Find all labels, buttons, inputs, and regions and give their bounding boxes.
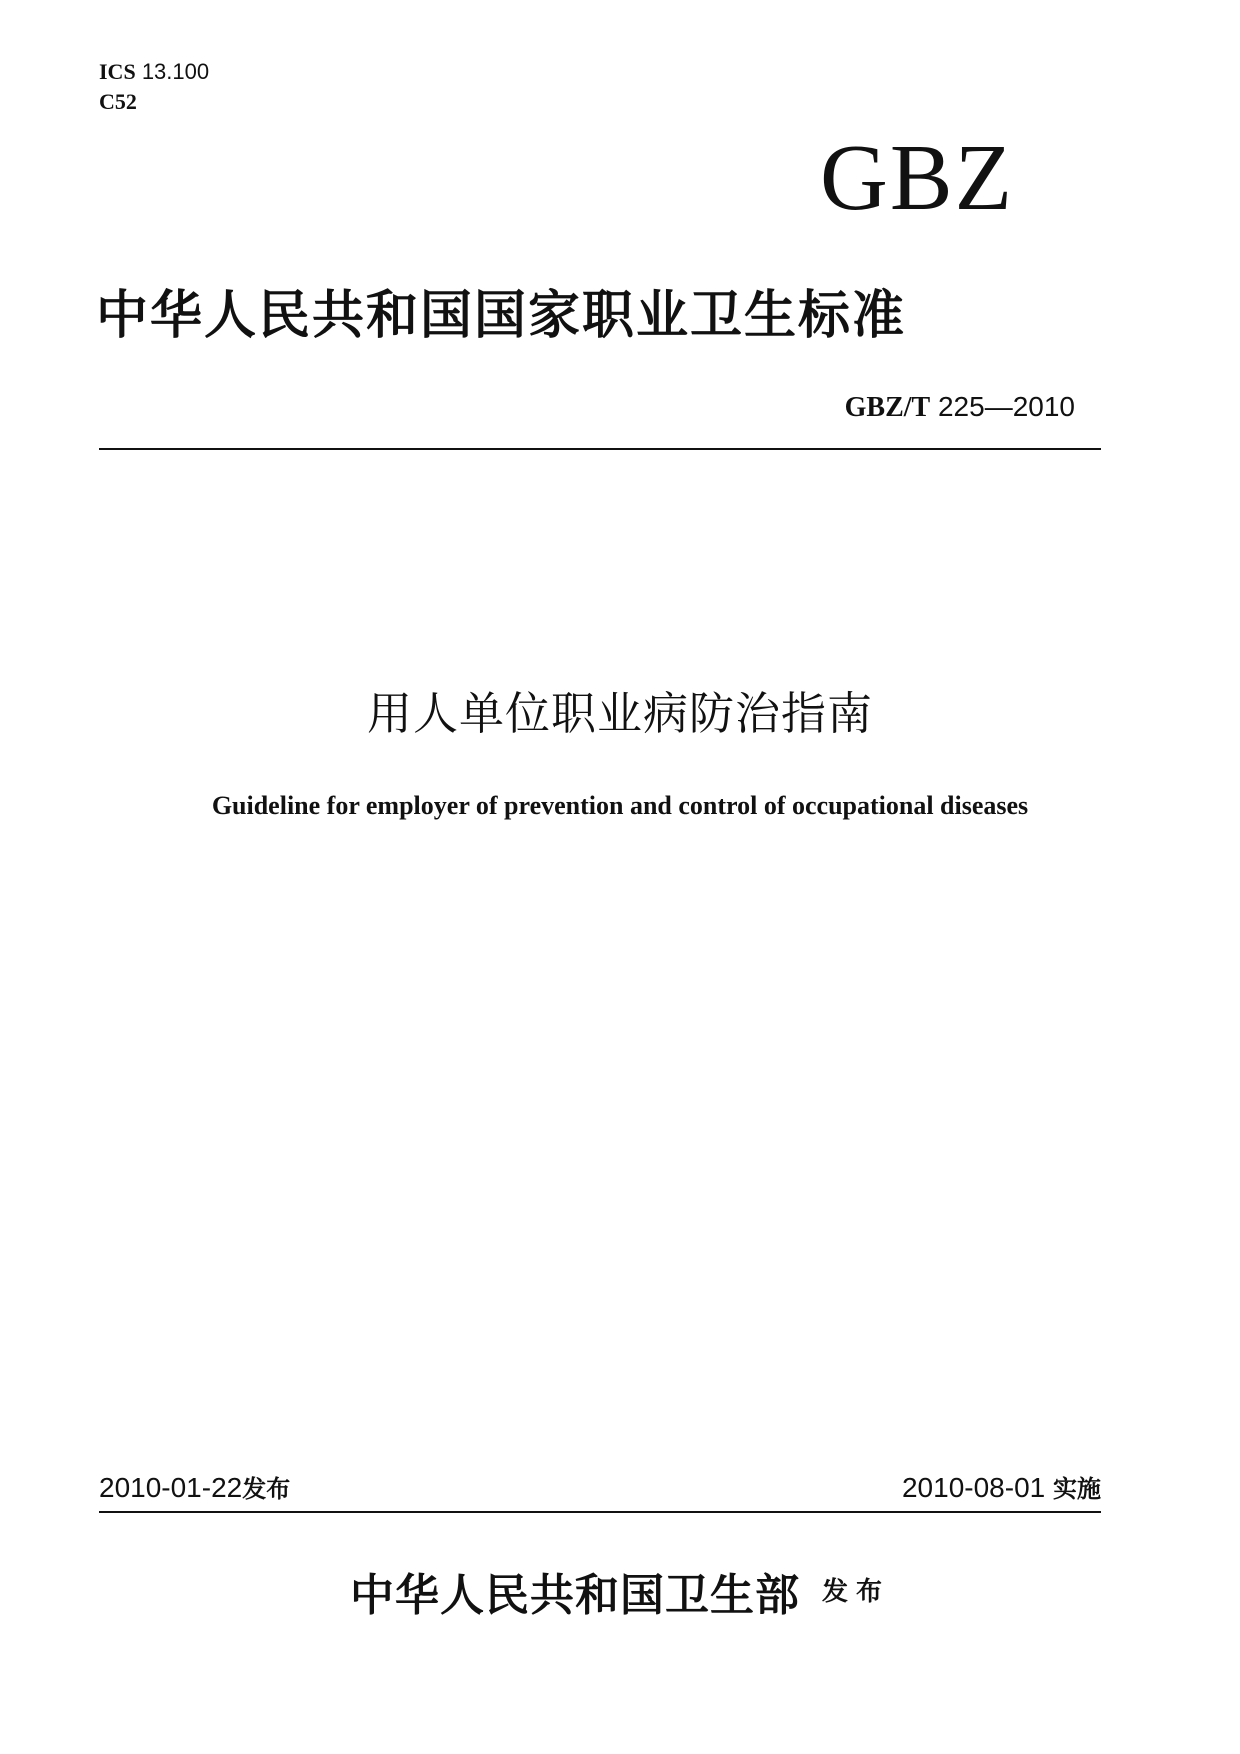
ccs-classification <box>99 88 137 116</box>
ics-code: 13.100 <box>141 59 210 84</box>
top-divider <box>99 448 1101 450</box>
issuer-line <box>0 1568 1240 1624</box>
document-title-en: Guideline for employer of prevention and control of occupational diseases <box>211 791 1029 820</box>
document-title-cn: 用人单位职业病防治指南 <box>366 687 873 740</box>
effective-label: 实施 <box>1053 1475 1101 1503</box>
issue-date: 2010-01-22 <box>99 1472 243 1503</box>
issue-label: 发布 <box>242 1475 291 1503</box>
issuer-action: 发布 <box>821 1577 890 1607</box>
issue-date-block <box>99 1470 290 1507</box>
effective-date: 2010-08-01 <box>901 1472 1046 1503</box>
standard-number-value: 225—2010 <box>937 391 1075 422</box>
date-row <box>99 1470 1101 1506</box>
effective-date-block <box>902 1470 1101 1507</box>
standard-category-title: 中华人民共和国国家职业卫生标准 <box>96 286 907 346</box>
standard-number-prefix: GBZ/T <box>844 392 931 423</box>
bottom-divider <box>99 1511 1101 1513</box>
standard-number <box>845 390 1075 425</box>
ccs-code: C52 <box>99 89 137 114</box>
standard-mark: GBZ <box>820 126 1014 230</box>
issuer-organization: 中华人民共和国卫生部 <box>349 1570 800 1621</box>
ics-classification <box>99 58 209 86</box>
ics-label: ICS <box>99 59 136 84</box>
